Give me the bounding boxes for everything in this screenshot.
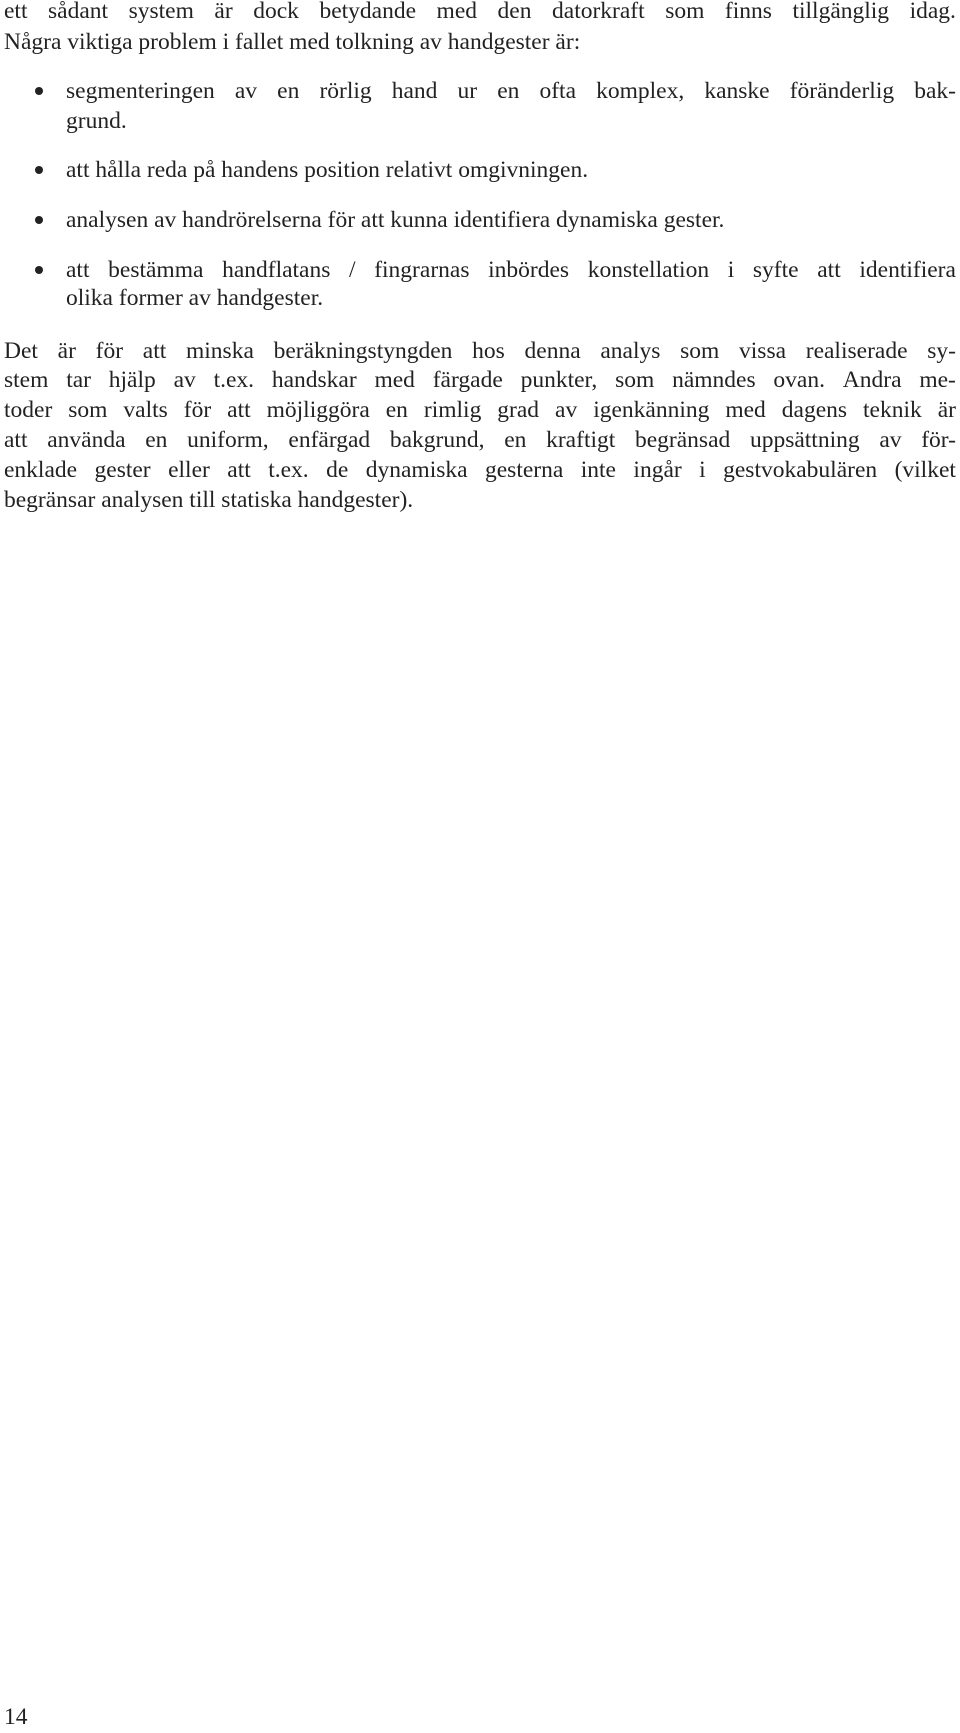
word: att (66, 257, 90, 283)
word: för- (921, 427, 956, 453)
word: kraftigt (546, 427, 616, 453)
word: inte (580, 457, 616, 483)
word: analys (600, 338, 661, 364)
word: av (879, 427, 902, 453)
word: att (817, 257, 841, 283)
word: finns (724, 0, 772, 24)
word: enklade (4, 457, 78, 483)
paragraph-line (4, 395, 956, 425)
word: med (436, 0, 478, 24)
word: ovan. (773, 367, 825, 393)
word: hjälp (108, 367, 156, 393)
page-number: 14 (4, 1704, 28, 1730)
word: sy- (927, 338, 956, 364)
word: Det (4, 338, 38, 364)
word: uppsättning (749, 427, 860, 453)
word: minska (185, 338, 254, 364)
word: handskar (271, 367, 357, 393)
intro-line-1 (4, 0, 956, 26)
paragraph-line (4, 336, 956, 366)
word: me- (919, 367, 956, 393)
word: färgade (432, 367, 503, 393)
word: (vilket (894, 457, 956, 483)
word: möjliggöra (266, 397, 370, 423)
word: uniform, (187, 427, 269, 453)
word: bakgrund, (389, 427, 485, 453)
word: stem (4, 367, 49, 393)
word: inbördes (488, 257, 570, 283)
word: komplex, (596, 78, 685, 104)
word: som (665, 0, 705, 24)
list-item-line: analysen av handrörelserna för att kunna identifiera dynamiska gester. (66, 207, 725, 233)
word: att (4, 427, 28, 453)
word: eller (168, 457, 210, 483)
list-item-line: grund. (66, 108, 127, 134)
word: av (555, 397, 578, 423)
bullet-icon (35, 166, 43, 174)
word: Andra (842, 367, 902, 393)
word: en (145, 427, 168, 453)
word: att (142, 338, 167, 364)
word: tar (66, 367, 91, 393)
word: teknik (863, 397, 922, 423)
word: att (227, 457, 251, 483)
word: gestvokabulären (723, 457, 878, 483)
word: dynamiska (365, 457, 468, 483)
word: kanske (704, 78, 770, 104)
word: nämndes (672, 367, 756, 393)
word: av (173, 367, 196, 393)
word: vissa (739, 338, 787, 364)
word: de (326, 457, 349, 483)
word: grad (497, 397, 540, 423)
word: är (937, 397, 956, 423)
word: ett (4, 0, 28, 24)
paragraph-line (4, 365, 956, 395)
word: av (234, 78, 258, 104)
word: betydande (319, 0, 417, 24)
word: / (349, 257, 356, 283)
word: enfärgad (288, 427, 371, 453)
bullet-icon (35, 216, 43, 224)
word: idag. (909, 0, 956, 24)
word: datorkraft (552, 0, 645, 24)
word: denna (524, 338, 581, 364)
word: med (725, 397, 766, 423)
word: dock (253, 0, 299, 24)
word: segmenteringen (66, 78, 215, 104)
word: rörlig (319, 78, 372, 104)
word: som (615, 367, 655, 393)
word: hos (472, 338, 505, 364)
word: handflatans (222, 257, 331, 283)
list-item-line (66, 76, 956, 106)
word: använda (47, 427, 126, 453)
word: t.ex. (213, 367, 255, 393)
word: dagens (781, 397, 848, 423)
word: för (95, 338, 124, 364)
word: konstellation (587, 257, 710, 283)
word: en (497, 78, 520, 104)
paragraph-line: begränsar analysen till statiska handgester). (4, 487, 414, 513)
word: i (699, 457, 706, 483)
word: begränsad (634, 427, 731, 453)
word: en (504, 427, 527, 453)
word: toder (4, 397, 53, 423)
paragraph-line (4, 425, 956, 455)
word: en (277, 78, 300, 104)
bullet-icon (35, 266, 43, 274)
word: att (227, 397, 251, 423)
word: som (680, 338, 720, 364)
word: ingår (633, 457, 682, 483)
list-item-line: olika former av handgester. (66, 285, 324, 311)
word: fingrarnas (374, 257, 470, 283)
word: sådant (48, 0, 109, 24)
word: valts (123, 397, 168, 423)
word: beräkningstyngden (273, 338, 453, 364)
word: i (727, 257, 735, 283)
word: igenkänning (593, 397, 710, 423)
intro-line-2: Några viktiga problem i fallet med tolkning av handgester är: (4, 29, 581, 55)
word: bak- (914, 78, 956, 104)
word: gesterna (485, 457, 564, 483)
paragraph-line (4, 455, 956, 485)
word: tillgänglig (792, 0, 890, 24)
word: bestämma (108, 257, 204, 283)
word: den (497, 0, 532, 24)
list-item-line: att hålla reda på handens position relativt omgivningen. (66, 157, 589, 183)
word: som (68, 397, 108, 423)
word: är (214, 0, 233, 24)
word: hand (391, 78, 438, 104)
word: för (183, 397, 212, 423)
word: ofta (539, 78, 577, 104)
word: punkter, (520, 367, 598, 393)
word: ur (457, 78, 478, 104)
list-item-line (66, 255, 956, 285)
word: realiserade (805, 338, 908, 364)
bullet-icon (35, 87, 43, 95)
word: med (374, 367, 415, 393)
word: är (57, 338, 76, 364)
word: föränderlig (789, 78, 895, 104)
word: syfte (752, 257, 799, 283)
word: system (128, 0, 194, 24)
word: en (385, 397, 408, 423)
word: rimlig (423, 397, 482, 423)
word: gester (94, 457, 151, 483)
word: t.ex. (268, 457, 309, 483)
word: identifiera (859, 257, 956, 283)
